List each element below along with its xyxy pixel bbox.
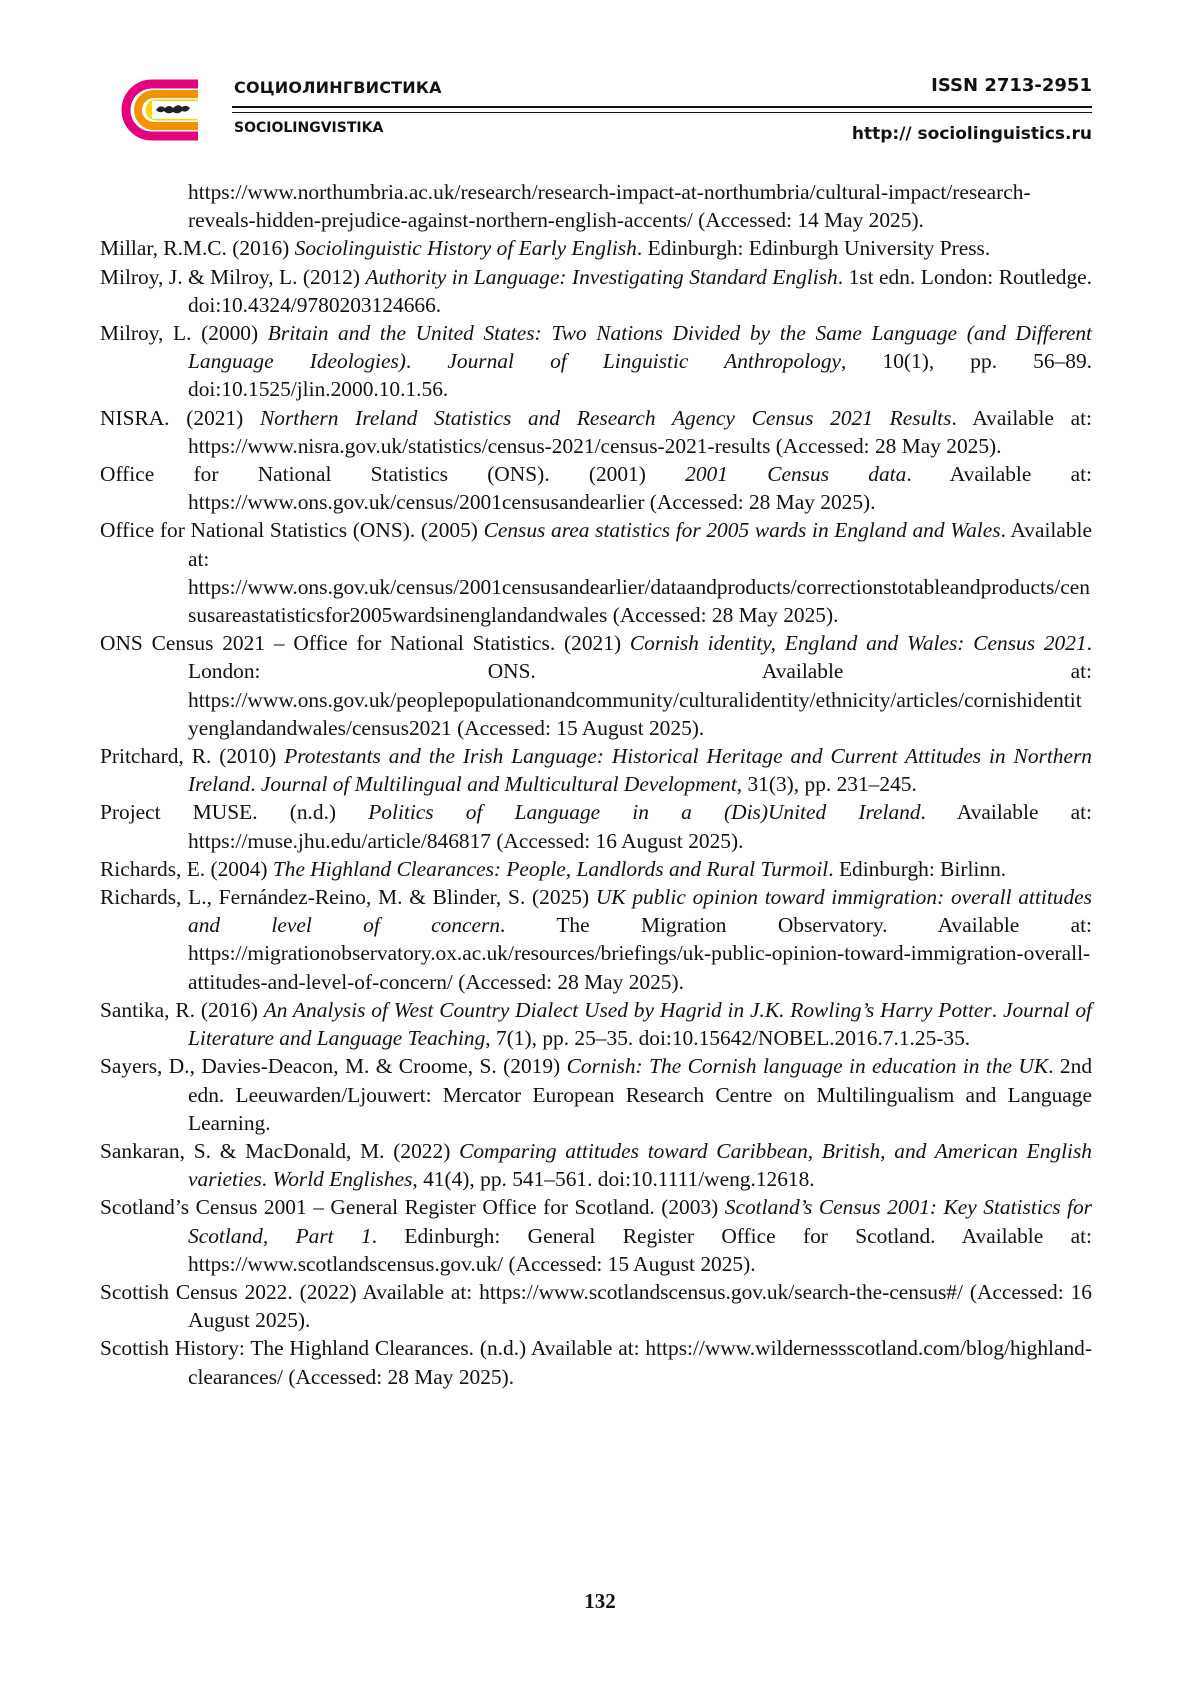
- reference-text: .: [991, 997, 1003, 1022]
- reference-text: Sayers, D., Davies-Deacon, M. & Croome, S. (2019): [100, 1054, 567, 1079]
- reference-entry: [100, 460, 1092, 516]
- reference-entry: [100, 996, 1092, 1052]
- reference-continuation: https://www.northumbria.ac.uk/research/research-impact-at-northumbria/cultural-impact/research-reveals-hidden-prejudice-against-northern-english-accents/ (Accessed: 14 May 2025).: [188, 180, 1031, 233]
- reference-title: Scotland’s Census 2001: Key Statistics for Scotland, Part 1: [188, 1195, 1092, 1248]
- reference-text: Milroy, J. & Milroy, L. (2012): [100, 264, 366, 289]
- reference-title: Census area statistics for 2005 wards in England and Wales: [483, 518, 1001, 543]
- reference-text: . Available at: https://www.ons.gov.uk/census/2001censusandearlier (Accessed: 28 May 2025).: [188, 462, 1092, 515]
- reference-entry: [100, 516, 1092, 629]
- reference-title: Comparing attitudes toward Caribbean, British, and American English varieties: [188, 1138, 1092, 1192]
- reference-text: . Edinburgh: General Register Office for Scotland. Available at: https://www.scotlandscensus.gov.uk/ (Accessed: 15 August 2025).: [188, 1223, 1092, 1276]
- reference-text: Millar, R.M.C. (2016): [100, 236, 295, 261]
- reference-title: Britain and the United States: Two Nations Divided by the Same Language (and Different Language Ideologies): [188, 321, 1092, 374]
- reference-entry: [100, 883, 1092, 996]
- reference-text: . Edinburgh: Birlinn.: [828, 856, 1007, 881]
- reference-text: Project MUSE. (n.d.): [100, 800, 369, 825]
- reference-title: The Highland Clearances: People, Landlords and Rural Turmoil: [272, 856, 829, 881]
- reference-text: .: [405, 349, 448, 374]
- reference-title: Sociolinguistic History of Early English: [294, 236, 637, 261]
- journal-logo-icon: [112, 74, 212, 146]
- reference-text: , 7(1), pp. 25–35. doi:10.15642/NOBEL.2016.7.1.25-35.: [485, 1026, 971, 1051]
- reference-entry: [100, 1278, 1092, 1334]
- reference-text: Scotland’s Census 2001 – General Register Office for Scotland. (2003): [100, 1195, 725, 1220]
- reference-text: , 31(3), pp. 231–245.: [736, 772, 917, 797]
- reference-title: 2001 Census data: [685, 462, 907, 487]
- reference-text: Sankaran, S. & MacDonald, M. (2022): [100, 1138, 460, 1163]
- reference-entry: [100, 234, 1092, 262]
- reference-journal: World Englishes: [272, 1167, 413, 1192]
- reference-text: Milroy, L. (2000): [100, 321, 268, 346]
- reference-journal: Journal of Linguistic Anthropology: [447, 349, 842, 374]
- reference-text: Richards, L., Fernández-Reino, M. & Blinder, S. (2025): [100, 885, 596, 910]
- reference-text: Scottish History: The Highland Clearances. (n.d.) Available at: https://www.wildernessscotland.com/blog/highland-clearances/ (Accessed: 28 May 2025).: [100, 1336, 1092, 1389]
- reference-entry: [100, 798, 1092, 854]
- reference-entry: [100, 1137, 1092, 1193]
- journal-title-en: SOCIOLINGVISTIKA: [234, 120, 384, 136]
- journal-title-ru: СОЦИОЛИНГВИСТИКА: [234, 78, 442, 97]
- reference-text: . Available at: https://www.ons.gov.uk/census/2001censusandearlier/dataandproducts/correctionstotableandproducts/censusareastatisticsfor2005wardsinenglandandwales (Accessed: 28 May 2025).: [188, 518, 1092, 628]
- reference-text: , 10(1), pp. 56–89. doi:10.1525/jlin.2000.10.1.56.: [188, 349, 1092, 402]
- reference-entry: [100, 404, 1092, 460]
- reference-journal: Journal of Multilingual and Multicultural Development: [260, 772, 737, 797]
- reference-entry: [100, 629, 1092, 742]
- reference-title: UK public opinion toward immigration: overall attitudes and level of concern: [188, 885, 1092, 938]
- reference-text: Scottish Census 2022. (2022) Available at: https://www.scotlandscensus.gov.uk/search-the-census#/ (Accessed: 16 August 2025).: [100, 1279, 1092, 1333]
- reference-text: . 2nd edn. Leeuwarden/Ljouwert: Mercator European Research Centre on Multilingualism and Language Learning.: [188, 1054, 1093, 1135]
- reference-text: Richards, E. (2004): [100, 856, 273, 881]
- reference-text: . Available at: https://www.nisra.gov.uk/statistics/census-2021/census-2021-results (Accessed: 28 May 2025).: [188, 405, 1092, 458]
- reference-entry: [100, 1052, 1092, 1137]
- reference-text: .: [261, 1167, 273, 1192]
- reference-list: [100, 178, 1092, 1391]
- journal-url[interactable]: http:// sociolinguistics.ru: [851, 124, 1092, 144]
- reference-text: , 41(4), pp. 541–561. doi:10.1111/weng.12618.: [412, 1167, 815, 1192]
- reference-text: Office for National Statistics (ONS). (2001): [100, 462, 686, 487]
- reference-text: . Available at: https://muse.jhu.edu/article/846817 (Accessed: 16 August 2025).: [188, 800, 1092, 853]
- reference-text: NISRA. (2021): [100, 405, 260, 430]
- page-header: [0, 0, 1200, 160]
- reference-title: Cornish: The Cornish language in education in the UK: [566, 1054, 1049, 1079]
- issn-label: ISSN 2713-2951: [931, 75, 1092, 96]
- reference-journal: Journal of Literature and Language Teaching: [188, 997, 1092, 1051]
- header-rule: [232, 106, 1092, 108]
- reference-text: . 1st edn. London: Routledge. doi:10.4324/9780203124666.: [188, 264, 1092, 317]
- header-rule-thin: [232, 112, 1092, 113]
- reference-entries: [100, 234, 1092, 1390]
- page-number: 132: [584, 1589, 616, 1613]
- reference-entry: [100, 1193, 1092, 1278]
- reference-text: Office for National Statistics (ONS). (2005): [100, 518, 484, 543]
- reference-title: Cornish identity, England and Wales: Census 2021: [629, 631, 1087, 656]
- reference-title: Politics of Language in a (Dis)United Ireland: [368, 800, 921, 825]
- reference-title: Authority in Language: Investigating Standard English: [365, 264, 838, 289]
- reference-text: ONS Census 2021 – Office for National Statistics. (2021): [100, 631, 630, 656]
- reference-text: . Edinburgh: Edinburgh University Press.: [636, 236, 991, 261]
- reference-text: Pritchard, R. (2010): [100, 744, 285, 769]
- reference-entry: [100, 1334, 1092, 1390]
- reference-entry: [100, 855, 1092, 883]
- reference-title: Northern Ireland Statistics and Research Agency Census 2021 Results: [260, 405, 952, 430]
- reference-title: Protestants and the Irish Language: Historical Heritage and Current Attitudes in Northern Ireland: [188, 744, 1092, 797]
- reference-title: An Analysis of West Country Dialect Used by Hagrid in J.K. Rowling’s Harry Potter: [263, 997, 992, 1022]
- reference-text: .: [250, 772, 261, 797]
- reference-text: Santika, R. (2016): [100, 997, 264, 1022]
- reference-text: . London: ONS. Available at: https://www.ons.gov.uk/peoplepopulationandcommunity/culturalidentity/ethnicity/articles/cornishidentityenglandandwales/census2021 (Accessed: 15 August 2025).: [188, 631, 1092, 740]
- reference-entry: [100, 263, 1092, 319]
- reference-text: . The Migration Observatory. Available at: https://migrationobservatory.ox.ac.uk/resources/briefings/uk-public-opinion-toward-immigration-overall-attitudes-and-level-of-concern/ (Accessed: 28 May 2025).: [188, 913, 1092, 994]
- reference-entry: [100, 742, 1092, 798]
- reference-entry: [100, 319, 1092, 404]
